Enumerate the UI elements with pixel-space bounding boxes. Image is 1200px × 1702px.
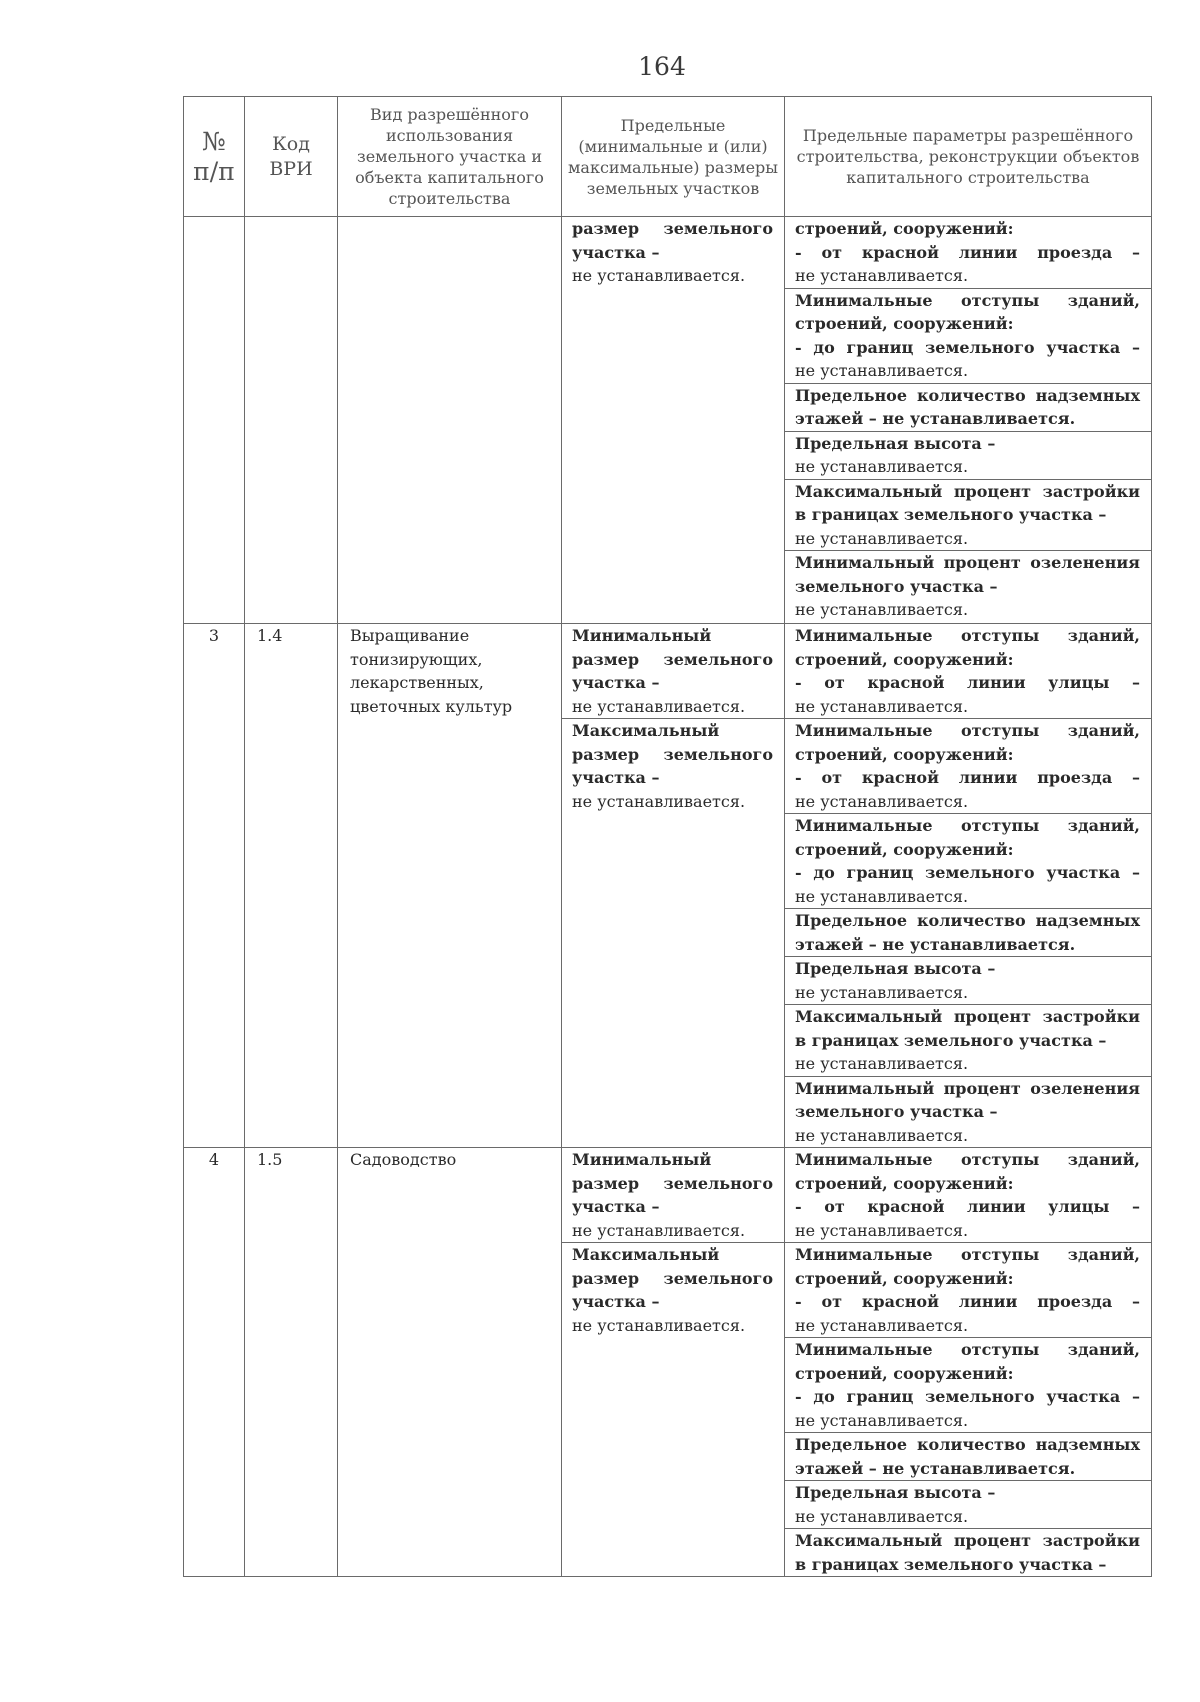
row-size-cell	[562, 217, 785, 624]
param-block: Максимальный процент застройки в границах земельного участка – не устанавливается.	[785, 480, 1151, 552]
row-use-cell: Садоводство	[338, 1148, 562, 1577]
param-block: Минимальные отступы зданий, строений, сооружений: - от красной линии улицы – не устанавливается.	[785, 1148, 1151, 1243]
param-block: Минимальные отступы зданий, строений, сооружений: - до границ земельного участка – не устанавливается.	[785, 1338, 1151, 1433]
row-code-cell: 1.4	[245, 624, 338, 1148]
param-block: Предельная высота – не устанавливается.	[785, 957, 1151, 1005]
row-params-cell	[785, 1148, 1152, 1577]
param-block: Минимальные отступы зданий, строений, сооружений: - до границ земельного участка – не устанавливается.	[785, 814, 1151, 909]
param-block: Максимальный процент застройки в границах земельного участка –	[795, 1531, 1140, 1574]
param-block: Минимальные отступы зданий, строений, сооружений: - от красной линии проезда – не устанавливается.	[785, 719, 1151, 814]
param-block: Минимальный процент озеленения земельного участка – не устанавливается.	[795, 1078, 1140, 1145]
page-number: 164	[638, 52, 686, 81]
param-block: Минимальные отступы зданий, строений, сооружений: - от красной линии улицы – не устанавливается.	[785, 624, 1151, 719]
param-block: Предельное количество надземных этажей – не устанавливается.	[785, 909, 1151, 957]
row-num-cell: 3	[184, 624, 245, 1148]
row-use-cell: Выращивание тонизирующих, лекарственных, цветочных культур	[338, 624, 562, 1148]
param-block: Минимальные отступы зданий, строений, сооружений: - до границ земельного участка – не устанавливается.	[785, 289, 1151, 384]
param-block: Минимальный процент озеленения земельного участка – не устанавливается.	[795, 553, 1140, 619]
param-block: Максимальный процент застройки в границах земельного участка – не устанавливается.	[785, 1005, 1151, 1077]
table-row-continued	[184, 217, 1152, 624]
row-size-cell	[562, 1148, 785, 1577]
size-cell-min: Минимальный размер земельного участка – не устанавливается.	[562, 624, 784, 719]
row-num-cell: 4	[184, 1148, 245, 1577]
row-params-cell	[785, 624, 1152, 1148]
param-block: строений, сооружений: - от красной линии проезда – не устанавливается.	[785, 217, 1151, 289]
param-block: Минимальные отступы зданий, строений, сооружений: - от красной линии проезда – не устанавливается.	[785, 1243, 1151, 1338]
regulations-table	[183, 96, 1152, 1577]
table-header-row	[184, 97, 1152, 217]
row-code-cell	[245, 217, 338, 624]
param-block: Предельное количество надземных этажей – не устанавливается.	[785, 1433, 1151, 1481]
header-params: Предельные параметры разрешённого строительства, реконструкции объектов капитального строительства	[785, 97, 1152, 217]
row-use-cell	[338, 217, 562, 624]
size-cell-max: Максимальный размер земельного участка – не устанавливается.	[572, 721, 773, 811]
header-code: Код ВРИ	[245, 97, 338, 217]
size-cell-max: Максимальный размер земельного участка – не устанавливается.	[572, 1245, 773, 1335]
param-block: Предельное количество надземных этажей – не устанавливается.	[785, 384, 1151, 432]
row-params-cell	[785, 217, 1152, 624]
size-cell-max: размер земельного участка – не устанавливается.	[572, 219, 773, 285]
param-block: Предельная высота – не устанавливается.	[785, 1481, 1151, 1529]
size-cell-min: Минимальный размер земельного участка – не устанавливается.	[562, 1148, 784, 1243]
row-num-cell	[184, 217, 245, 624]
row-size-cell	[562, 624, 785, 1148]
header-sizes: Предельные (минимальные и (или) максимальные) размеры земельных участков	[562, 97, 785, 217]
table-row-3	[184, 624, 1152, 1148]
header-use: Вид разрешённого использования земельного участка и объекта капитального строительства	[338, 97, 562, 217]
row-code-cell: 1.5	[245, 1148, 338, 1577]
header-num: № п/п	[184, 97, 245, 217]
table-row-4	[184, 1148, 1152, 1577]
param-block: Предельная высота – не устанавливается.	[785, 432, 1151, 480]
